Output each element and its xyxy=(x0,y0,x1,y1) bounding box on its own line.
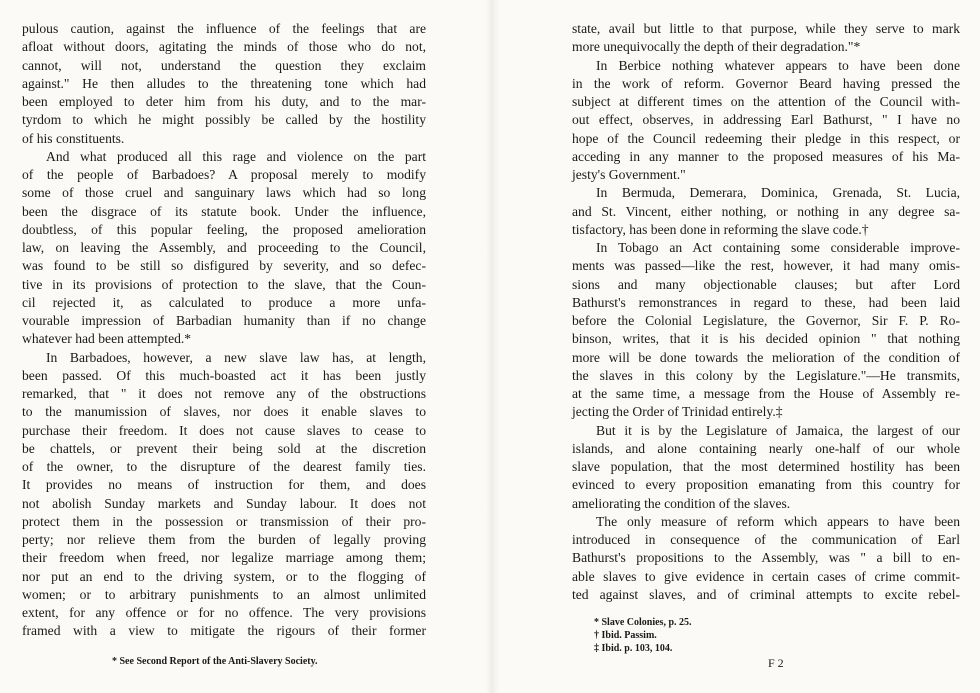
right-page-text xyxy=(572,20,960,604)
text-line: nor put an end to the driving system, or to the flogging of xyxy=(22,568,426,584)
text-line: But it is by the Legislature of Jamaica, the largest of our xyxy=(596,422,960,438)
text-line: cannot, will not, understand the question they exclaim xyxy=(22,57,426,73)
text-line: at the same time, a message from the House of Assembly re- xyxy=(572,386,960,401)
text-line: tisfactory, has been done in reforming the slave code.† xyxy=(572,221,869,237)
text-line: extent, for any offence or for no offence. The very provisions xyxy=(22,605,426,620)
text-line: In Tobago an Act containing some considerable improve- xyxy=(596,240,960,255)
text-line: tyrdom to which he might possibly be called by the hostility xyxy=(22,112,426,128)
text-line: perty; nor relieve them from the burden of legally proving xyxy=(22,532,426,547)
text-line: In Barbadoes, however, a new slave law has, at length, xyxy=(46,349,426,365)
text-line: framed with a view to mitigate the rigours of their former xyxy=(22,623,426,639)
footnote-line: * Slave Colonies, p. 25. xyxy=(594,617,692,628)
text-line: islands, and alone containing nearly one-half of our whole xyxy=(572,440,960,456)
text-line: of the people of Barbadoes? A proposal merely to modify xyxy=(22,167,426,182)
text-line: vourable impression of Barbadian humanity than if no change xyxy=(22,313,426,328)
text-line: been employed to deter him from his duty, and to the mar- xyxy=(22,94,426,109)
text-line: In Bermuda, Demerara, Dominica, Grenada, St. Lucia, xyxy=(596,185,960,201)
text-line: Bathurst's remonstrances in regard to these, had been laid xyxy=(572,294,960,310)
text-line: more unequivocally the depth of their degradation."* xyxy=(572,39,861,55)
text-line: ments was passed—like the rest, however, it had many omis- xyxy=(572,258,960,274)
text-line: of his constituents. xyxy=(22,130,125,146)
text-line: In Berbice nothing whatever appears to have been done xyxy=(596,57,960,73)
text-line: afloat without doors, agitating the minds of those who do not, xyxy=(22,39,426,55)
right-page xyxy=(500,0,980,693)
text-line: in the work of reform. Governor Beard having pressed the xyxy=(572,75,960,91)
text-line: been the disgrace of its statute book. Under the influence, xyxy=(22,203,426,219)
text-line: state, avail but little to that purpose, while they serve to mark xyxy=(572,21,960,36)
text-line: ted against slaves, and of criminal attempts to excite rebel- xyxy=(572,586,960,602)
left-page xyxy=(0,0,486,693)
text-line: introduced in consequence of the communication of Earl xyxy=(572,532,960,547)
footnote-line: † Ibid. Passim. xyxy=(594,630,657,641)
text-line: women; or to arbitrary punishments to an almost unlimited xyxy=(22,586,426,602)
text-line: slave population, that the most determined hostility has been xyxy=(572,459,960,474)
text-line: jesty's Government." xyxy=(572,167,686,182)
text-line: remarked, that " it does not remove any of the obstructions xyxy=(22,386,426,401)
text-line: of the owner, to the disrupture of the dearest family ties. xyxy=(22,459,426,474)
text-line: be chattels, or prevent their being sold at the discretion xyxy=(22,440,426,456)
text-line: sions and many objectionable clauses; but after Lord xyxy=(572,276,960,292)
text-line: to the manumission of slaves, nor does it enable slaves to xyxy=(22,404,426,420)
left-page-text xyxy=(22,20,426,641)
text-line: whatever had been attempted.* xyxy=(22,331,192,347)
text-line: some of those cruel and sanguinary laws which had so long xyxy=(22,185,426,201)
text-line: was found to be still so disfigured by severity, and so defec- xyxy=(22,258,426,274)
text-line: against." He then alludes to the threatening tone which had xyxy=(22,75,426,91)
text-line: And what produced all this rage and violence on the part xyxy=(46,148,426,164)
text-line: cil rejected it, as calculated to produce a more unfa- xyxy=(22,294,426,310)
footnote-line: ‡ Ibid. p. 103, 104. xyxy=(594,643,673,654)
signature-mark: F 2 xyxy=(768,656,784,670)
text-line: hope of the Council redeeming their pledge in this respect, or xyxy=(572,130,960,146)
text-line: their freedom when freed, nor legalize marriage among them; xyxy=(22,550,426,566)
text-line: the slaves in this colony by the Legislature."—He transmits, xyxy=(572,367,960,383)
book-gutter xyxy=(486,0,500,693)
text-line: subject at different times on the attention of the Council with- xyxy=(572,94,960,109)
text-line: The only measure of reform which appears to have been xyxy=(596,513,960,529)
text-line: and St. Vincent, either nothing, or nothing in any degree sa- xyxy=(572,203,960,219)
text-line: acceding in any manner to the proposed measures of his Ma- xyxy=(572,148,960,164)
text-line: before the Colonial Legislature, the Governor, Sir F. P. Ro- xyxy=(572,313,960,328)
text-line: binson, writes, that it is his decided opinion " that nothing xyxy=(572,331,960,347)
text-line: purchase their freedom. It does not cause slaves to cease to xyxy=(22,422,426,438)
text-line: been passed. Of this much-boasted act it has been justly xyxy=(22,367,426,383)
text-line: able slaves to give evidence in certain cases of crime commit- xyxy=(572,568,960,584)
text-line: not abolish Sunday markets and Sunday labour. It does not xyxy=(22,495,426,511)
text-line: tive in its provisions of protection to the slave, that the Coun- xyxy=(22,276,426,292)
text-line: protect them in the possession or transmission of their pro- xyxy=(22,513,426,529)
text-line: pulous caution, against the influence of the feelings that are xyxy=(22,21,426,36)
text-line: out effect, observes, in addressing Earl Bathurst, " I have no xyxy=(572,112,960,128)
text-line: evinced to every proposition emanating from this country for xyxy=(572,477,960,493)
text-line: more will be done towards the melioration of the condition of xyxy=(572,349,960,365)
right-page-footnotes xyxy=(594,616,894,655)
text-line: doubtless, of this popular feeling, the proposed amelioration xyxy=(22,221,426,237)
text-line: jecting the Order of Trinidad entirely.‡ xyxy=(572,404,783,420)
text-line: It provides no means of instruction for them, and does xyxy=(22,477,426,493)
left-page-footnote: * See Second Report of the Anti-Slavery Society. xyxy=(112,656,318,667)
text-line: Bathurst's propositions to the Assembly, was " a bill to en- xyxy=(572,550,960,566)
text-line: law, on leaving the Assembly, and proceeding to the Council, xyxy=(22,240,426,255)
text-line: ameliorating the condition of the slaves. xyxy=(572,495,791,511)
